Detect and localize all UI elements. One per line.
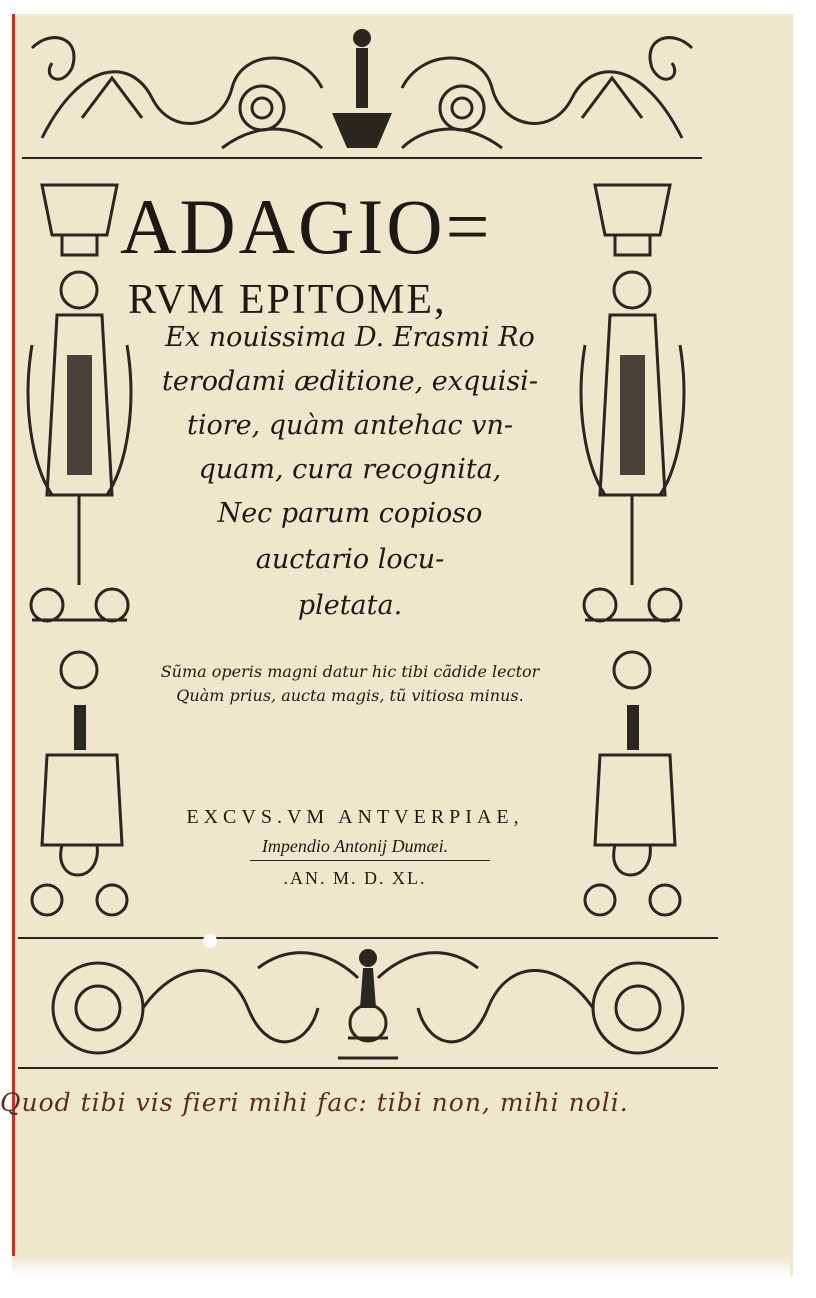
title-line-1: ADAGIO= [120, 183, 493, 270]
torn-page-edge [12, 1256, 790, 1276]
title-subline-2: terodami æditione, exquisi- [162, 366, 538, 397]
imprint-rule [250, 860, 490, 861]
imprint-year: .AN. M. D. XL. [283, 868, 427, 888]
verse-line-1: Sũma operis magni datur hic tibi cãdide lector [160, 662, 540, 681]
title-line-2: RVM EPITOME, [128, 277, 447, 323]
imprint-place: EXCVS.VM ANTVERPIAE, [186, 806, 524, 828]
verse-line-2: Quàm prius, aucta magis, tũ vitiosa minus. [176, 686, 524, 705]
manuscript-inscription: Quod tibi vis fieri mihi fac: tibi non, mihi noli. [0, 1088, 629, 1117]
title-subline-1: Ex nouissima D. Erasmi Ro [165, 322, 535, 353]
title-subline-5: Nec parum copioso [217, 498, 483, 529]
bottom-woodcut-border [18, 928, 718, 1078]
title-subline-6: auctario locu- [255, 544, 445, 575]
title-subline-7: pletata. [297, 590, 403, 621]
paper-hole [203, 934, 217, 948]
title-subline-4: quam, cura recognita, [198, 454, 502, 485]
top-woodcut-border [22, 18, 702, 168]
title-subline-3: tiore, quàm antehac vn- [186, 410, 514, 441]
imprint-printer: Impendio Antonij Dumæi. [261, 836, 449, 856]
right-woodcut-column [575, 165, 690, 925]
